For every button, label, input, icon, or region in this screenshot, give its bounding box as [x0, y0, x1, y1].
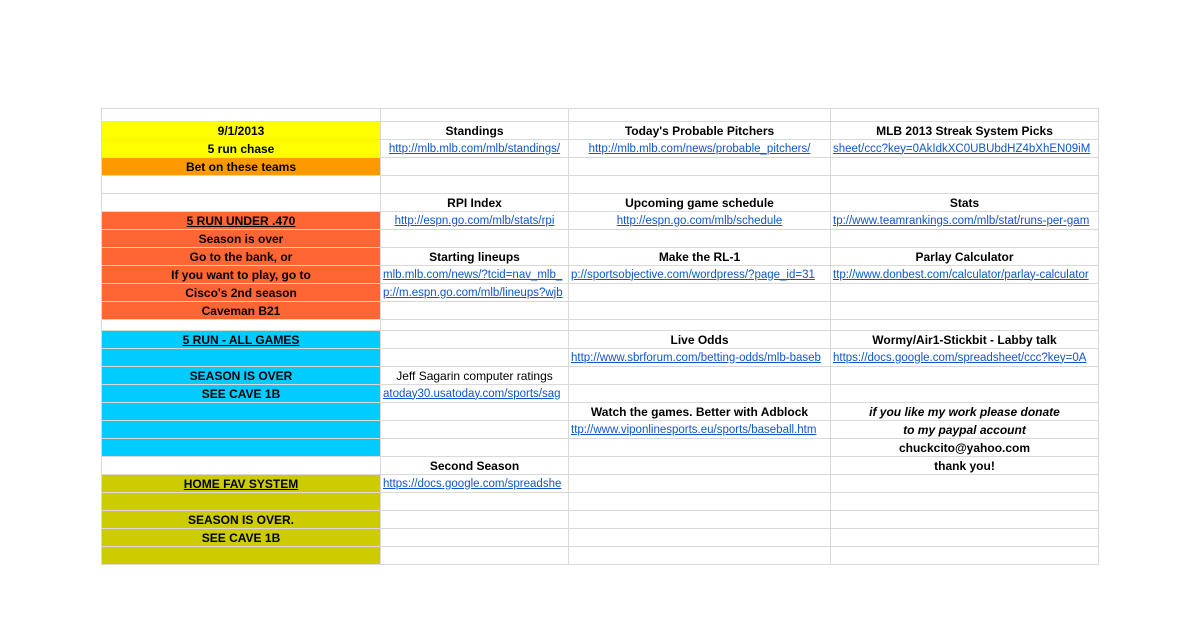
- cell[interactable]: [381, 439, 569, 457]
- cell[interactable]: [569, 302, 831, 320]
- watch-games-link[interactable]: ttp://www.viponlinesports.eu/sports/baseball.htm: [569, 421, 831, 439]
- cell[interactable]: [381, 331, 569, 349]
- cell[interactable]: [102, 349, 381, 367]
- cell[interactable]: [569, 511, 831, 529]
- cell[interactable]: [569, 439, 831, 457]
- standings-header[interactable]: Standings: [381, 122, 569, 140]
- home-fav-system-cell[interactable]: HOME FAV SYSTEM: [102, 475, 381, 493]
- cell[interactable]: [831, 529, 1099, 547]
- cell[interactable]: [102, 439, 381, 457]
- probable-pitchers-header[interactable]: Today's Probable Pitchers: [569, 122, 831, 140]
- cell[interactable]: [381, 109, 569, 122]
- cell[interactable]: [831, 109, 1099, 122]
- cell[interactable]: [831, 230, 1099, 248]
- cell[interactable]: [831, 511, 1099, 529]
- streak-picks-header[interactable]: MLB 2013 Streak System Picks: [831, 122, 1099, 140]
- cell[interactable]: [569, 475, 831, 493]
- cell[interactable]: [831, 493, 1099, 511]
- cell[interactable]: [569, 529, 831, 547]
- cell[interactable]: [831, 547, 1099, 565]
- cell[interactable]: [102, 176, 381, 194]
- cell[interactable]: [569, 176, 831, 194]
- bet-on-teams-cell[interactable]: Bet on these teams: [102, 158, 381, 176]
- cell[interactable]: [381, 158, 569, 176]
- schedule-link[interactable]: http://espn.go.com/mlb/schedule: [569, 212, 831, 230]
- rl1-link[interactable]: p://sportsobjective.com/wordpress/?page_id=31: [569, 266, 831, 284]
- lineups-link-mlb[interactable]: mlb.mlb.com/news/?tcid=nav_mlb_: [381, 266, 569, 284]
- upcoming-schedule-header[interactable]: Upcoming game schedule: [569, 194, 831, 212]
- see-cave-2-cell[interactable]: SEE CAVE 1B: [102, 529, 381, 547]
- stats-link[interactable]: tp://www.teamrankings.com/mlb/stat/runs-per-gam: [831, 212, 1099, 230]
- five-run-under-cell[interactable]: 5 RUN UNDER .470: [102, 212, 381, 230]
- cell[interactable]: [381, 421, 569, 439]
- watch-games-header[interactable]: Watch the games. Better with Adblock: [569, 403, 831, 421]
- starting-lineups-header[interactable]: Starting lineups: [381, 248, 569, 266]
- spreadsheet-grid: [101, 108, 1099, 565]
- wormy-link[interactable]: https://docs.google.com/spreadsheet/ccc?key=0A: [831, 349, 1099, 367]
- parlay-calculator-header[interactable]: Parlay Calculator: [831, 248, 1099, 266]
- cell[interactable]: [569, 385, 831, 403]
- cell[interactable]: [831, 284, 1099, 302]
- season-is-over-dot-cell[interactable]: SEASON IS OVER.: [102, 511, 381, 529]
- cell[interactable]: [102, 109, 381, 122]
- date-cell[interactable]: 9/1/2013: [102, 122, 381, 140]
- cell[interactable]: [831, 367, 1099, 385]
- see-cave-cell[interactable]: SEE CAVE 1B: [102, 385, 381, 403]
- cell[interactable]: [831, 385, 1099, 403]
- cell[interactable]: [569, 109, 831, 122]
- cell[interactable]: [831, 302, 1099, 320]
- cell[interactable]: [381, 493, 569, 511]
- if-you-want-cell[interactable]: If you want to play, go to: [102, 266, 381, 284]
- cell[interactable]: [381, 529, 569, 547]
- cell[interactable]: [569, 547, 831, 565]
- cell[interactable]: [381, 511, 569, 529]
- cell[interactable]: [381, 176, 569, 194]
- wormy-header[interactable]: Wormy/Air1-Stickbit - Labby talk: [831, 331, 1099, 349]
- parlay-link[interactable]: ttp://www.donbest.com/calculator/parlay-calculator: [831, 266, 1099, 284]
- cell[interactable]: [569, 493, 831, 511]
- thank-you-cell[interactable]: thank you!: [831, 457, 1099, 475]
- cell[interactable]: [102, 547, 381, 565]
- cell[interactable]: [381, 302, 569, 320]
- cell[interactable]: [102, 493, 381, 511]
- cell[interactable]: [102, 194, 381, 212]
- lineups-link-espn[interactable]: p://m.espn.go.com/mlb/lineups?wjb: [381, 284, 569, 302]
- sagarin-label[interactable]: Jeff Sagarin computer ratings: [381, 367, 569, 385]
- live-odds-header[interactable]: Live Odds: [569, 331, 831, 349]
- season-is-over-cell[interactable]: SEASON IS OVER: [102, 367, 381, 385]
- make-rl1-header[interactable]: Make the RL-1: [569, 248, 831, 266]
- cell[interactable]: [381, 403, 569, 421]
- five-run-chase-cell[interactable]: 5 run chase: [102, 140, 381, 158]
- cell[interactable]: [831, 176, 1099, 194]
- probable-pitchers-link[interactable]: http://mlb.mlb.com/news/probable_pitchers/: [569, 140, 831, 158]
- ciscos-season-cell[interactable]: Cisco's 2nd season: [102, 284, 381, 302]
- email-cell[interactable]: chuckcito@yahoo.com: [831, 439, 1099, 457]
- cell[interactable]: [569, 230, 831, 248]
- rpi-index-header[interactable]: RPI Index: [381, 194, 569, 212]
- season-over-cell[interactable]: Season is over: [102, 230, 381, 248]
- go-to-bank-cell[interactable]: Go to the bank, or: [102, 248, 381, 266]
- paypal-cell[interactable]: to my paypal account: [831, 421, 1099, 439]
- second-season-header[interactable]: Second Season: [381, 457, 569, 475]
- streak-picks-link[interactable]: sheet/ccc?key=0AkIdkXC0UBUbdHZ4bXhEN09iM: [831, 140, 1099, 158]
- cell[interactable]: [569, 457, 831, 475]
- donate-cell[interactable]: if you like my work please donate: [831, 403, 1099, 421]
- five-run-all-games-cell[interactable]: 5 RUN - ALL GAMES: [102, 331, 381, 349]
- cell[interactable]: [102, 320, 381, 331]
- second-season-link[interactable]: https://docs.google.com/spreadshe: [381, 475, 569, 493]
- cell[interactable]: [102, 457, 381, 475]
- cell[interactable]: [569, 367, 831, 385]
- cell[interactable]: [569, 284, 831, 302]
- sagarin-link[interactable]: atoday30.usatoday.com/sports/sag: [381, 385, 569, 403]
- cell[interactable]: [831, 320, 1099, 331]
- cell[interactable]: [102, 403, 381, 421]
- cell[interactable]: [381, 230, 569, 248]
- caveman-cell[interactable]: Caveman B21: [102, 302, 381, 320]
- cell[interactable]: [831, 475, 1099, 493]
- cell[interactable]: [569, 320, 831, 331]
- cell[interactable]: [381, 349, 569, 367]
- cell[interactable]: [569, 158, 831, 176]
- cell[interactable]: [102, 421, 381, 439]
- cell[interactable]: [381, 547, 569, 565]
- live-odds-link[interactable]: http://www.sbrforum.com/betting-odds/mlb-baseb: [569, 349, 831, 367]
- standings-link[interactable]: http://mlb.mlb.com/mlb/standings/: [381, 140, 569, 158]
- stats-header[interactable]: Stats: [831, 194, 1099, 212]
- cell[interactable]: [381, 320, 569, 331]
- rpi-link[interactable]: http://espn.go.com/mlb/stats/rpi: [381, 212, 569, 230]
- cell[interactable]: [831, 158, 1099, 176]
